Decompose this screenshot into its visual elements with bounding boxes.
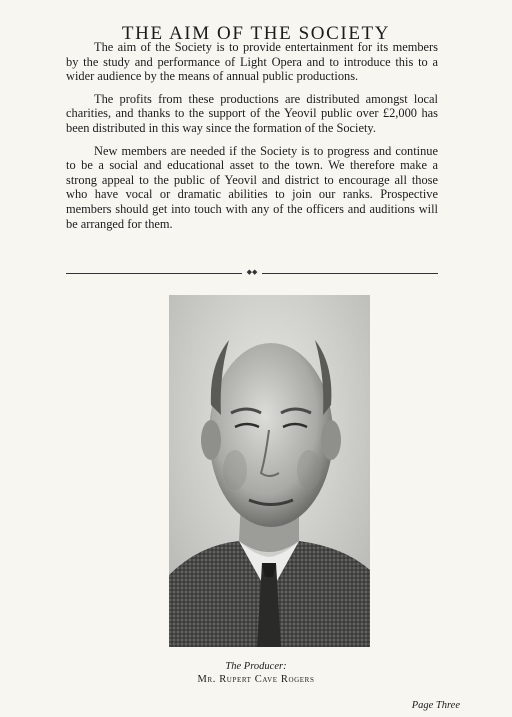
- section-divider: [66, 268, 438, 277]
- page-title: THE AIM OF THE SOCIETY: [121, 22, 391, 44]
- divider-line-right: [262, 273, 438, 274]
- body-text: [66, 40, 438, 239]
- caption-role: The Producer:: [225, 661, 287, 672]
- producer-portrait-photo: [169, 295, 370, 647]
- divider-ornament-icon: ◆◆: [246, 268, 258, 276]
- caption-name: Mr. Rupert Cave Rogers: [197, 674, 315, 685]
- paragraph-profits: The profits from these productions are distributed amongst local charities, and thanks to the support of the Yeovil public over £2,000 has been distributed in this way since the formation of the Society.: [66, 91, 438, 135]
- paragraph-new-members: New members are needed if the Society is to progress and continue to be a social and educational asset to the town. We therefore make a strong appeal to the public of Yeovil and district to encourage all those who have vocal or dramatic abilities to join our ranks. Prospective members should get into touch with any of the officers and auditions will be arranged for them.: [66, 143, 438, 231]
- divider-line-left: [66, 273, 242, 274]
- page-number: Page Three: [411, 700, 460, 711]
- paragraph-aim: The aim of the Society is to provide entertainment for its members by the study and performance of Light Opera and to introduce this to a wider audience by the means of annual public productions.: [66, 40, 438, 84]
- photo-caption: [0, 660, 512, 686]
